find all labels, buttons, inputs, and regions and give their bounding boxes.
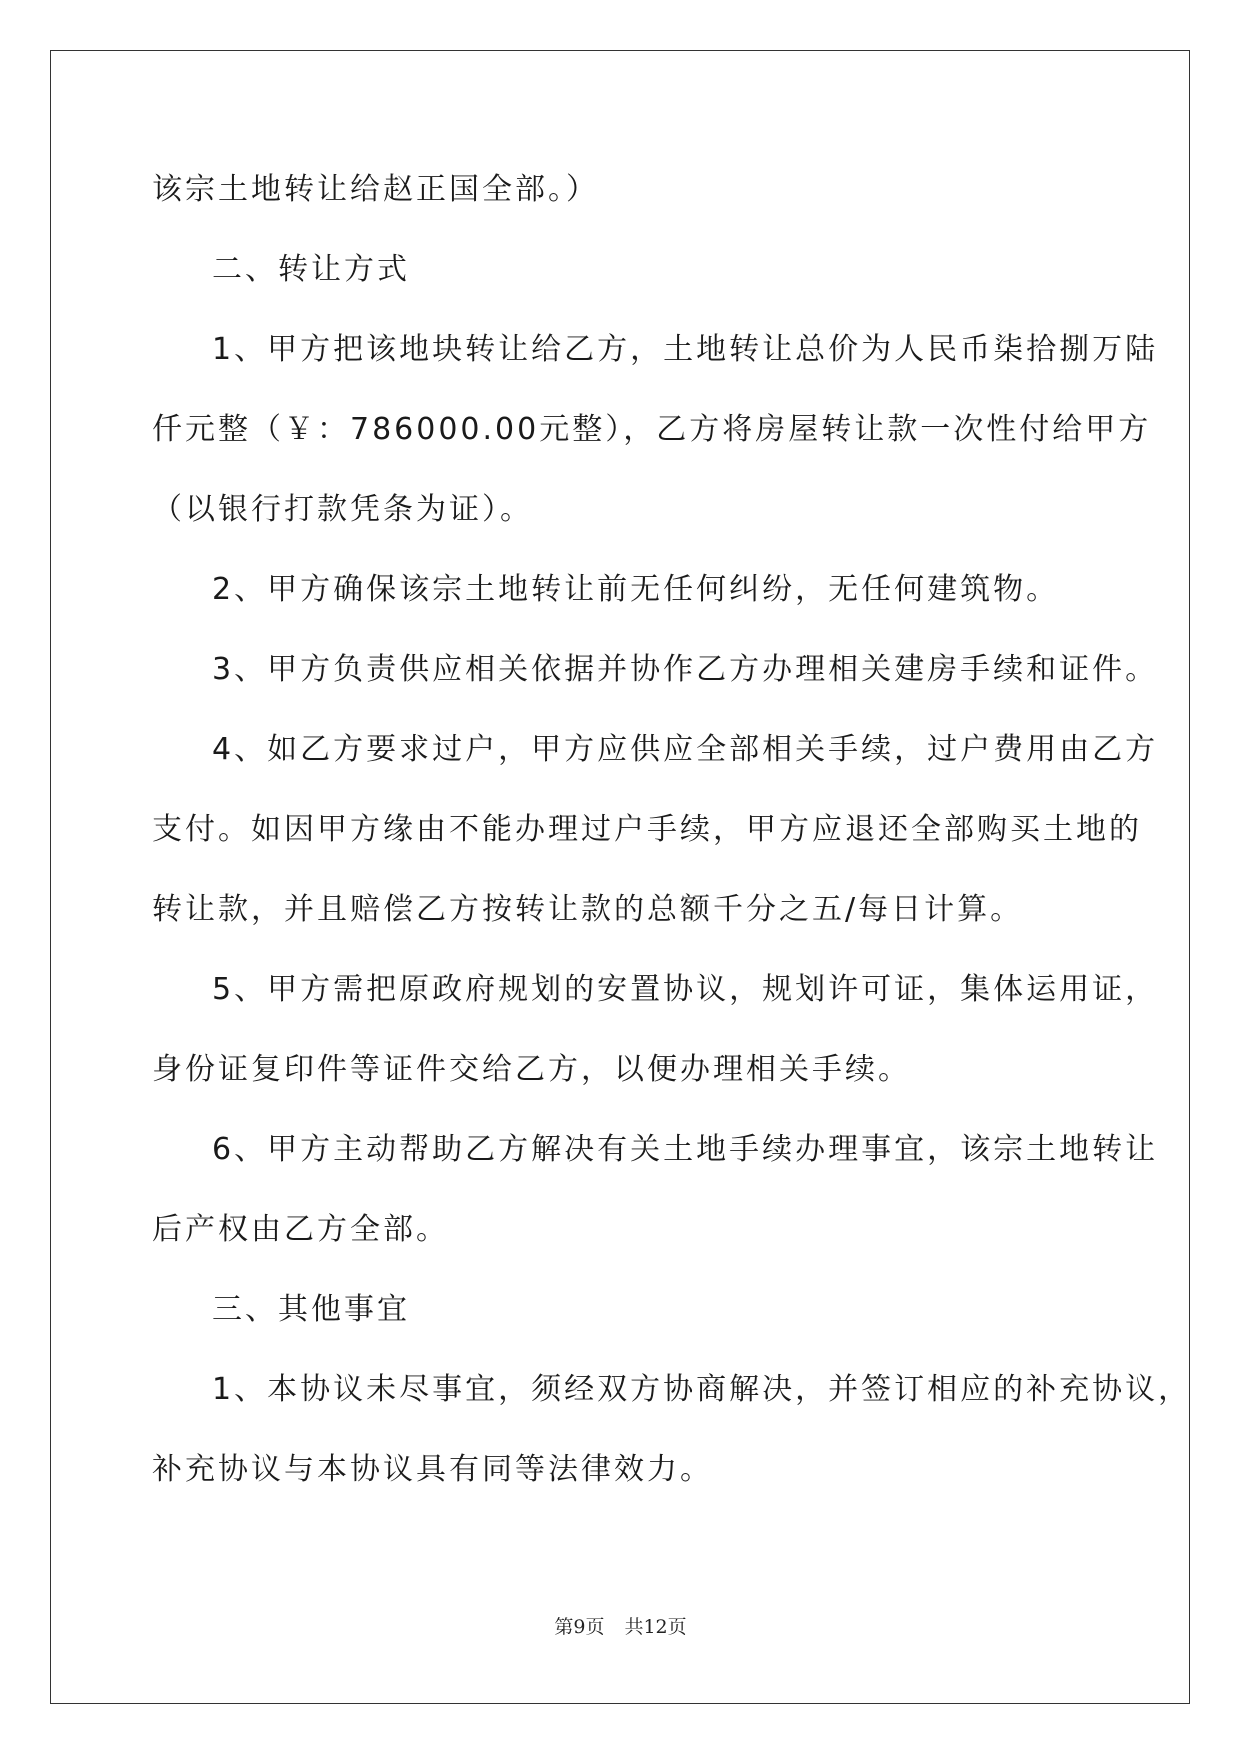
text-line-8: 4、如乙方要求过户，甲方应供应全部相关手续，过户费用由乙方 <box>212 732 1159 767</box>
page-number: 第9页 <box>554 1616 605 1638</box>
text-line-6: 2、甲方确保该宗土地转让前无任何纠纷，无任何建筑物。 <box>212 572 1060 607</box>
text-line-13: 6、甲方主动帮助乙方解决有关土地手续办理事宜，该宗土地转让 <box>212 1132 1159 1167</box>
text-line-4: 仟元整（￥：786000.00元整），乙方将房屋转让款一次性付给甲方 <box>152 412 1152 447</box>
page-footer <box>0 1612 1241 1639</box>
section-heading-transfer-method: 二、转让方式 <box>212 252 410 287</box>
text-line-5: （以银行打款凭条为证）。 <box>152 492 533 527</box>
text-line-9: 支付。如因甲方缘由不能办理过户手续，甲方应退还全部购买土地的 <box>152 812 1142 847</box>
text-line-16: 1、本协议未尽事宜，须经双方协商解决，并签订相应的补充协议， <box>212 1372 1192 1407</box>
section-heading-other-matters: 三、其他事宜 <box>212 1292 410 1327</box>
text-line-1: 该宗土地转让给赵正国全部。） <box>152 172 599 207</box>
text-line-14: 后产权由乙方全部。 <box>152 1212 449 1247</box>
text-line-11: 5、甲方需把原政府规划的安置协议，规划许可证，集体运用证， <box>212 972 1159 1007</box>
text-line-3: 1、甲方把该地块转让给乙方，土地转让总价为人民币柒拾捌万陆 <box>212 332 1159 367</box>
text-line-7: 3、甲方负责供应相关依据并协作乙方办理相关建房手续和证件。 <box>212 652 1159 687</box>
text-line-17: 补充协议与本协议具有同等法律效力。 <box>152 1452 713 1487</box>
text-line-12: 身份证复印件等证件交给乙方，以便办理相关手续。 <box>152 1052 911 1087</box>
page-total: 共12页 <box>624 1616 687 1638</box>
text-line-10: 转让款，并且赔偿乙方按转让款的总额千分之五/每日计算。 <box>152 892 1024 927</box>
